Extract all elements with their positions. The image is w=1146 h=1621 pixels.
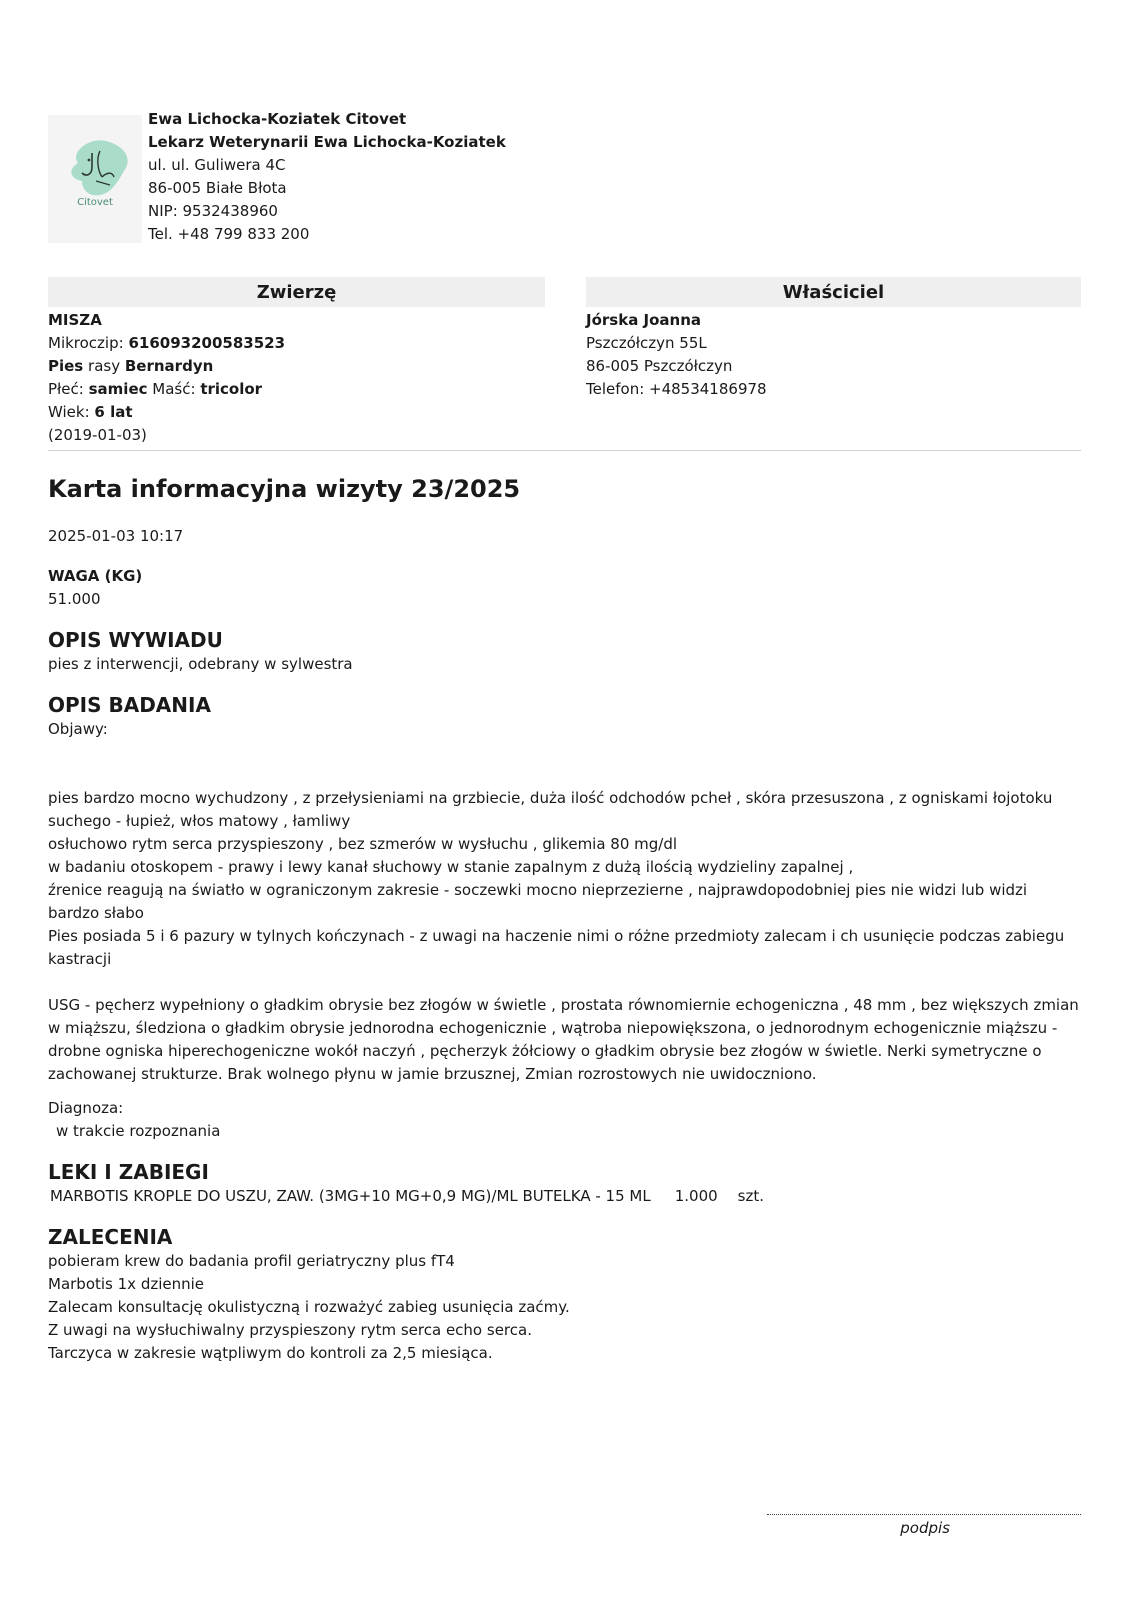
diagnosis-value: w trakcie rozpoznania	[56, 1122, 221, 1140]
animal-sex-row	[48, 378, 545, 401]
exam-line: pies bardzo mocno wychudzony , z przełysieniami na grzbiecie, duża ilość odchodów pcheł , skóra przesuszona , z ogniskami łojotoku suchego - łupież, włos matowy , łamliwy	[48, 789, 1053, 830]
clinic-city: 86-005 Białe Błota	[148, 179, 287, 197]
drug-unit: szt.	[737, 1187, 765, 1205]
animal-section	[48, 277, 545, 447]
logo-label: Citovet	[77, 197, 113, 208]
drug-row	[48, 1185, 1081, 1208]
animal-chip-row	[48, 332, 545, 355]
usg-text: USG - pęcherz wypełniony o gładkim obrysie bez złogów w świetle , prostata równomiernie echogeniczna , 48 mm , bez większych zmian w miąższu, śledziona o gładkim obrysie jednorodna echogenicznie , wątroba niepowiększona, o jednorodnym echogenicznie miąższu - drobne ogniska hiperechogeniczne wokół naczyń , pęcherzyk żółciowy o gładkim obrysie bez złogów w świetle. Nerki symetryczne o zachowanej strukturze. Brak wolnego płynu w jamie brzusznej, Zmian rozrostowych nie uwidoczniono.	[48, 996, 1079, 1083]
owner-street: Pszczółczyn 55L	[586, 334, 707, 352]
chip-label: Mikroczip:	[48, 334, 124, 352]
exam-heading: OPIS BADANIA	[48, 693, 211, 717]
birth-date: (2019-01-03)	[48, 426, 147, 444]
exam-line: w badaniu otoskopem - prawy i lewy kanał słuchowy w stanie zapalnym z dużą ilością wydzieliny zapalnej ,	[48, 858, 854, 876]
owner-city: 86-005 Pszczółczyn	[586, 357, 733, 375]
clinic-vet: Lekarz Weterynarii Ewa Lichocka-Koziatek	[148, 133, 506, 151]
animal-header: Zwierzę	[48, 277, 545, 307]
symptoms-label: Objawy:	[48, 720, 108, 738]
owner-name: Jórska Joanna	[586, 311, 702, 329]
diagnosis-label: Diagnoza:	[48, 1099, 124, 1117]
age: 6 lat	[94, 403, 133, 421]
color-label: Maść:	[152, 380, 196, 398]
weight-label: WAGA (KG)	[48, 567, 143, 585]
owner-phone: Telefon: +48534186978	[586, 380, 767, 398]
drug-qty: 1.000	[674, 1187, 718, 1205]
interview-text: pies z interwencji, odebrany w sylwestra	[48, 655, 353, 673]
exam-line: osłuchowo rytm serca przyspieszony , bez szmerów w wysłuchu , glikemia 80 mg/dl	[48, 835, 678, 853]
drug-name: MARBOTIS KROPLE DO USZU, ZAW. (3MG+10 MG+0,9 MG)/ML BUTELKA - 15 ML	[50, 1187, 651, 1205]
age-label: Wiek:	[48, 403, 90, 421]
signature-label: podpis	[900, 1519, 950, 1537]
clinic-street: ul. ul. Guliwera 4C	[148, 156, 286, 174]
recommendation-line: pobieram krew do badania profil geriatryczny plus fT4	[48, 1252, 455, 1270]
drugs-heading: LEKI I ZABIEGI	[48, 1160, 209, 1184]
chip-number: 616093200583523	[128, 334, 286, 352]
clinic-nip: NIP: 9532438960	[148, 202, 278, 220]
animal-name: MISZA	[48, 311, 102, 329]
breed: Bernardyn	[124, 357, 214, 375]
owner-section	[586, 277, 1081, 401]
species: Pies	[48, 357, 84, 375]
recommendation-line: Marbotis 1x dziennie	[48, 1275, 205, 1293]
weight-value: 51.000	[48, 590, 101, 608]
signature-line	[767, 1514, 1081, 1515]
divider	[48, 450, 1081, 451]
visit-card	[48, 471, 1081, 1365]
sex-label: Płeć:	[48, 380, 84, 398]
recommendation-line: Z uwagi na wysłuchiwalny przyspieszony rytm serca echo serca.	[48, 1321, 532, 1339]
animal-species-row	[48, 355, 545, 378]
citovet-logo-icon	[48, 115, 142, 243]
signature-block	[767, 1514, 1081, 1540]
exam-line: Pies posiada 5 i 6 pazury w tylnych kończynach - z uwagi na haczenie nimi o różne przedmioty zalecam i ch usunięcie podczas zabiegu kastracji	[48, 927, 1065, 968]
animal-age-row	[48, 401, 545, 424]
sex: samiec	[88, 380, 148, 398]
clinic-info	[148, 108, 506, 246]
owner-header: Właściciel	[586, 277, 1081, 307]
clinic-name: Ewa Lichocka-Koziatek Citovet	[148, 110, 407, 128]
exam-line: źrenice reagują na światło w ograniczonym zakresie - soczewki mocno nieprzezierne , najprawdopodobniej pies nie widzi lub widzi bardzo słabo	[48, 881, 1028, 922]
interview-heading: OPIS WYWIADU	[48, 628, 223, 652]
recommendation-line: Tarczyca w zakresie wątpliwym do kontroli za 2,5 miesiąca.	[48, 1344, 493, 1362]
page-title: Karta informacyjna wizyty 23/2025	[48, 475, 521, 503]
clinic-phone: Tel. +48 799 833 200	[148, 225, 310, 243]
clinic-logo	[48, 115, 142, 243]
recommendation-line: Zalecam konsultację okulistyczną i rozważyć zabieg usunięcia zaćmy.	[48, 1298, 570, 1316]
breed-label: rasy	[88, 357, 121, 375]
color: tricolor	[200, 380, 263, 398]
recommendations-heading: ZALECENIA	[48, 1225, 173, 1249]
visit-datetime: 2025-01-03 10:17	[48, 527, 184, 545]
